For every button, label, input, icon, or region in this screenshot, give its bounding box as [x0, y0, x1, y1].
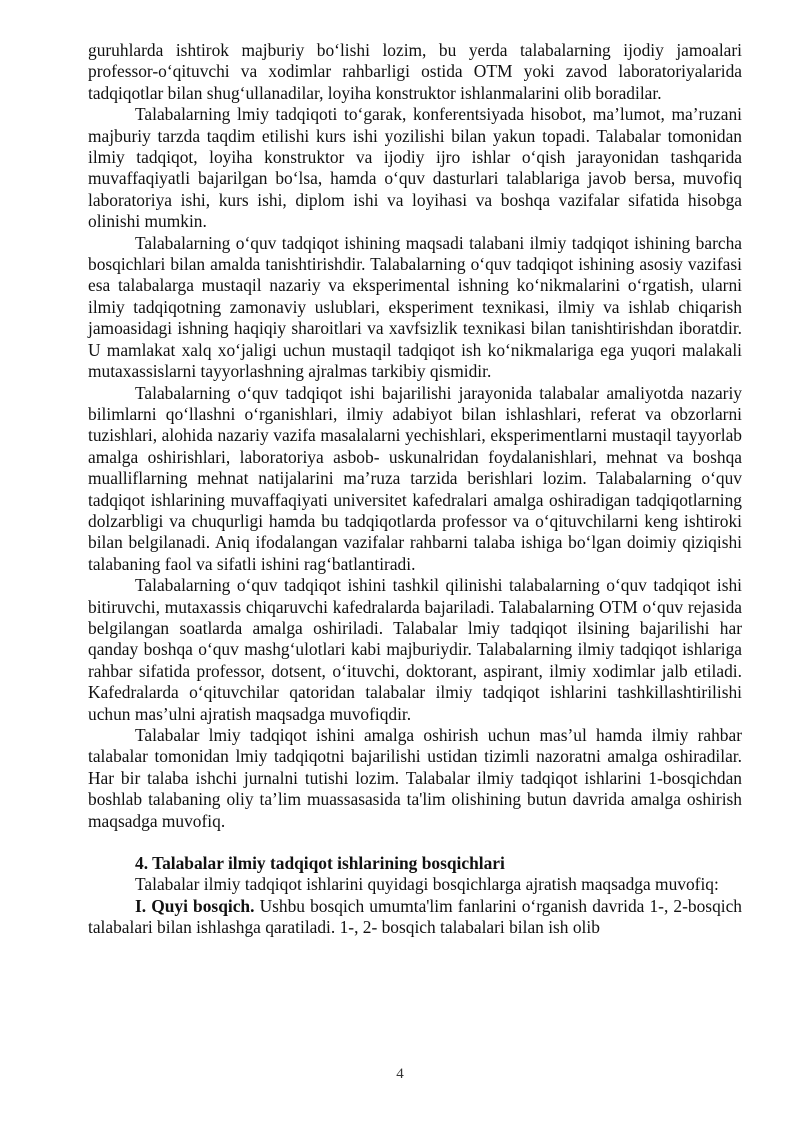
stage-paragraph: [88, 896, 742, 939]
paragraph: Talabalarning o‘quv tadqiqot ishi bajarilishi jarayonida talabalar amaliyotda nazariy bilimlarni qo‘llashni o‘rganishlari, ilmiy adabiyot bilan ishlashlari, referat va obzorlarni tuzishlari, alohida nazariy vazifa masalalarni yechishlari, eksperimentlarni mustaqil tayyorlab amalga oshirishlari, laboratoriya asbob- uskunalridan foydalanishlari, mehnat va boshqa mualliflarning mehnat natijalarini ma’ruza tarzida berishlari lozim. Talabalarning o‘quv tadqiqot ishlarining muvaffaqiyati universitet kafedralari amalga oshiradigan tadqiqotlarning dolzarbligi va chuqurligi hamda bu tadqiqotlarda professor va o‘qituvchilarni keng ishtiroki bilan belgilanadi. Aniq ifodalangan vazifalar rahbarni talaba ishiga bo‘lgan doimiy qiziqishi talabaning faol va sifatli ishini rag‘batlantiradi.: [88, 382, 742, 574]
stage-text: Ushbu bosqich umumta'lim fanlarini o‘rganish davrida 1-, 2-bosqich talabalari bilan ishlashga qaratiladi. 1-, 2- bosqich talabalari bilan ish olib: [88, 895, 743, 938]
paragraph: Talabalar lmiy tadqiqot ishini amalga oshirish uchun mas’ul hamda ilmiy rahbar talabalar tomonidan lmiy tadqiqotni bajarilishi ustidan tizimli nazoratni amalga oshiradilar. Har bir talaba ishchi jurnalni tutishi lozim. Talabalar ilmiy tadqiqot ishlarini 1-bosqichdan boshlab talabaning oliy ta’lim muassasasida ta'lim olishining butun davrida amalga oshirish maqsadga muvofiq.: [88, 725, 742, 831]
page-number: 4: [396, 1066, 404, 1082]
paragraph: Talabalarning lmiy tadqiqoti to‘garak, konferentsiyada hisobot, ma’lumot, ma’ruzani majburiy tarzda taqdim etilishi kurs ishi yozilishi bilan yakun topadi. Talabalar tomonidan ilmiy tadqiqot, loyiha konstruktor va ijodiy ijro ishlar o‘qish jarayonidan tashqarida muvaffaqiyatli bajarilgan bo‘lsa, hamda o‘quv dasturlari talablariga javob bersa, muvofiq laboratoriya ishi, kurs ishi, diplom ishi va loyihasi va boshqa vazifalar sifatida hisobga olinishi mumkin.: [88, 104, 742, 232]
stage-lead: I. Quyi bosqich.: [135, 895, 255, 916]
paragraph: Talabalar ilmiy tadqiqot ishlarini quyidagi bosqichlarga ajratish maqsadga muvofiq:: [135, 874, 719, 895]
paragraph-continuation: guruhlarda ishtirok majburiy bo‘lishi lozim, bu yerda talabalarning ijodiy jamoalari professor-o‘qituvchi va xodimlar rahbarligi ostida OTM yoki zavod laboratoriyalarida tadqiqotlar bilan shug‘ullanadilar, loyiha konstruktor ishlanmalarini olib boradilar.: [88, 40, 742, 103]
paragraph: Talabalarning o‘quv tadqiqot ishini tashkil qilinishi talabalarning o‘quv tadqiqot ishi bitiruvchi, mutaxassis chiqaruvchi kafedralarda bajariladi. Talabalarning OTM o‘quv rejasida belgilangan soatlarda amalga oshiriladi. Talabalar lmiy tadqiqot ilsining bajarilishi har qanday boshqa o‘quv mashg‘ulotlari kabi majburiydir. Talabalarning ilmiy tadqiqot ishlariga rahbar sifatida professor, dotsent, o‘ituvchi, doktorant, aspirant, ilmiy xodimlar jalb etiladi. Kafedralarda o‘qituvchilar qatoridan talabalar ilmiy tadqiqot ishlarini tashkillashtirilishi uchun mas’ulni ajratish maqsadga muvofiqdir.: [88, 575, 742, 724]
paragraph: Talabalarning o‘quv tadqiqot ishining maqsadi talabani ilmiy tadqiqot ishining barcha bosqichlari bilan amalda tanishtirishdir. Talabalarning o‘quv tadqiqot ishining asosiy vazifasi esa talabalarga mustaqil nazariy va eksperimental ishning ko‘nikmalarini o‘rgatish, ularni ilmiy tadqiqotning zamonaviy uslublari, eksperiment texnikasi, ilmiy va ishlab chiqarish jamoasidagi ishning haqiqiy sharoitlari va xavfsizlik texnikasi bilan tanishtirishdan iboratdir. U mamlakat xalq xo‘jaligi uchun mustaqil tadqiqot ish ko‘nikmalariga ega yuqori malakali mutaxassislarni tayyorlashning ajralmas tarkibiy qismidir.: [88, 232, 742, 382]
document-body: [88, 40, 742, 939]
section-heading: 4. Talabalar ilmiy tadqiqot ishlarining bosqichlari: [135, 853, 505, 874]
